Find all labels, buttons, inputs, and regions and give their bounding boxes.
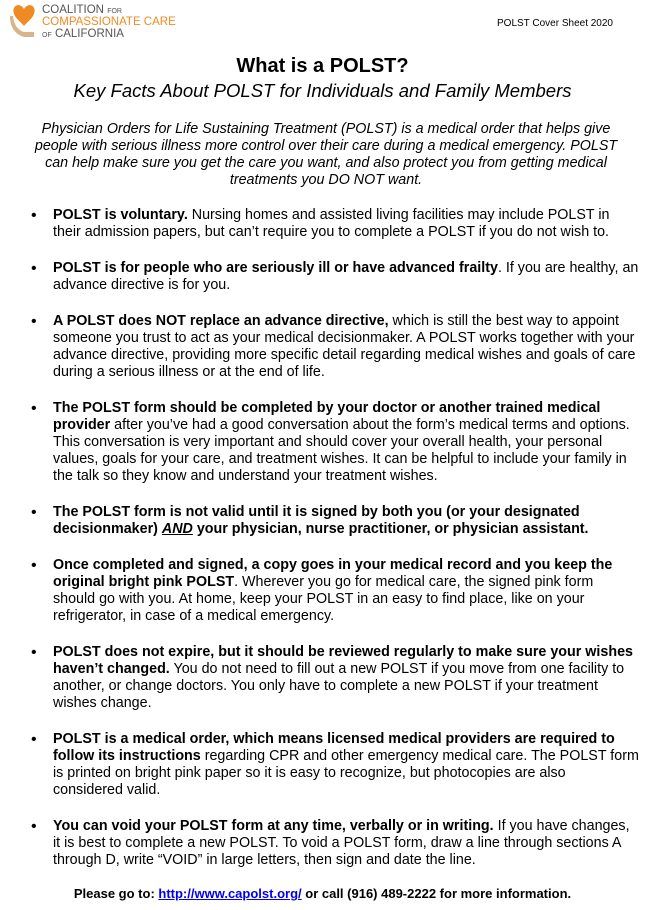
- fact-heading: A POLST does NOT replace an advance directive,: [53, 313, 389, 329]
- key-facts-list: [0, 207, 645, 869]
- heart-hand-icon: [8, 2, 40, 40]
- list-item: [0, 504, 645, 538]
- fact-heading: POLST is for people who are seriously ill or have advanced frailty: [53, 260, 498, 276]
- list-item: [0, 731, 645, 799]
- fact-heading: POLST is voluntary.: [53, 207, 188, 223]
- logo-for: FOR: [107, 8, 122, 15]
- logo-line3: CALIFORNIA: [54, 28, 124, 40]
- logo-of: OF: [42, 32, 52, 39]
- list-item: [0, 207, 645, 241]
- logo-line2: COMPASSIONATE CARE: [42, 16, 176, 28]
- fact-heading: You can void your POLST form at any time, verbally or in writing.: [53, 818, 494, 834]
- fact-heading: POLST does not expire, but it should be reviewed regularly to make sure your wishes haven’t changed.: [53, 644, 633, 677]
- list-item: [0, 557, 645, 625]
- cover-sheet-label: POLST Cover Sheet 2020: [497, 18, 613, 29]
- fact-text: Nursing homes and assisted living facilities may include POLST in their admission papers, but can’t require you to complete a POLST if you do not wish to.: [53, 207, 610, 240]
- intro-paragraph: Physician Orders for Life Sustaining Treatment (POLST) is a medical order that helps give people with serious illness more control over their care during a medical emergency. POLST can help make sure you get the care you want, and also protect you from getting medical treatments you DO NOT want.: [34, 121, 618, 188]
- fact-text: after you’ve had a good conversation about the form’s medical terms and options. This conversation is very important and should cover your overall health, your personal values, goals for your care, and treatment wishes. It can be helpful to include your family in the talk so they know and understand your treatment wishes.: [53, 417, 630, 484]
- fact-heading-cont: your physician, nurse practitioner, or physician assistant.: [192, 521, 589, 537]
- fact-text: . Wherever you go for medical care, the signed pink form should go with you. At home, keep your POLST in an easy to find place, like on your refrigerator, in case of a medical emergency.: [53, 574, 594, 624]
- footer-prefix: Please go to:: [73, 886, 159, 901]
- list-item: [0, 644, 645, 712]
- fact-heading: The POLST form should be completed by your doctor or another trained medical provider: [53, 400, 601, 433]
- fact-text: which is still the best way to appoint someone you trust to act as your medical decisionmaker. A POLST works together with your advance directive, providing more specific detail regarding medical wishes and goals of care during a serious illness or at the end of life.: [53, 313, 636, 380]
- capolst-link[interactable]: http://www.capolst.org/: [158, 886, 302, 901]
- logo-line1: COALITION: [42, 4, 104, 16]
- fact-heading: Once completed and signed, a copy goes in your medical record and you keep the original bright pink POLST: [53, 557, 613, 590]
- footer-contact: [0, 886, 645, 901]
- fact-text: You do not need to fill out a new POLST if you move from one facility to another, or change doctors. You only have to complete a new POLST if your treatment wishes change.: [53, 661, 625, 711]
- footer-suffix: or call (916) 489-2222 for more information.: [301, 886, 572, 901]
- fact-emphasis: AND: [161, 521, 193, 537]
- list-item: [0, 260, 645, 294]
- list-item: [0, 400, 645, 485]
- fact-heading: POLST is a medical order, which means licensed medical providers are required to follow its instructions: [53, 731, 615, 764]
- page-subtitle: Key Facts About POLST for Individuals and Family Members: [73, 80, 572, 101]
- fact-heading: The POLST form is not valid until it is signed by both you (or your designated decisionmaker): [53, 504, 580, 537]
- list-item: [0, 313, 645, 381]
- fact-text: . If you are healthy, an advance directive is for you.: [53, 260, 639, 293]
- page-title: What is a POLST?: [236, 55, 409, 77]
- fact-text: If you have changes, it is best to complete a new POLST. To void a POLST form, draw a line through sections A through D, write “VOID” in large letters, then sign and date the line.: [53, 818, 630, 868]
- coalition-logo: [8, 2, 178, 40]
- list-item: [0, 818, 645, 869]
- fact-text: regarding CPR and other emergency medical care. The POLST form is printed on bright pink paper so it is easy to recognize, but photocopies are also considered valid.: [53, 748, 639, 798]
